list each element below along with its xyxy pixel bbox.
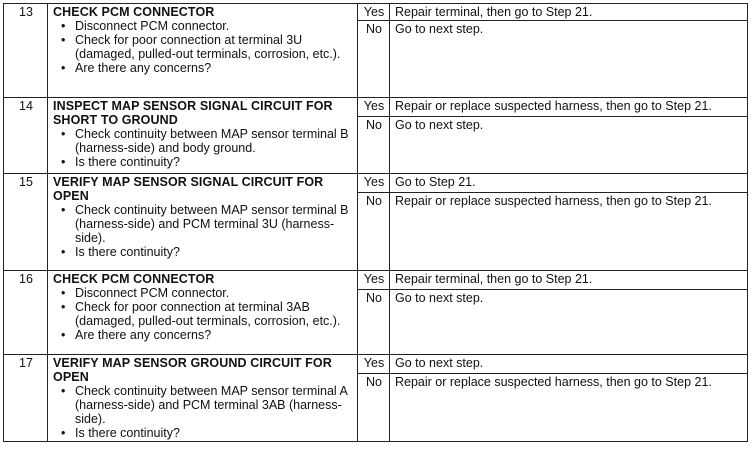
outcome-action: Go to next step. [390,117,748,174]
step-number: 15 [4,174,48,271]
step-checklist [53,384,353,440]
outcome-answer: Yes [358,174,390,193]
step-row [4,355,748,374]
step-checklist [53,286,353,342]
outcome-action: Repair terminal, then go to Step 21. [390,271,748,290]
outcome-action: Repair terminal, then go to Step 21. [390,4,748,21]
outcome-action: Go to next step. [390,355,748,374]
step-number: 14 [4,98,48,174]
outcome-answer: Yes [358,98,390,117]
check-item: • Disconnect PCM connector. [75,19,353,33]
step-title: VERIFY MAP SENSOR SIGNAL CIRCUIT FOR OPEN [53,175,324,203]
check-item: • Are there any concerns? [75,61,353,75]
diagnostic-steps-table [3,3,748,442]
diagnostic-steps-body [4,4,748,442]
outcome-action: Go to Step 21. [390,174,748,193]
check-item: • Check for poor connection at terminal 3AB (damaged, pulled-out terminals, corrosion, etc.). [75,300,353,328]
step-number: 13 [4,4,48,98]
outcome-answer: No [358,290,390,355]
outcome-answer: No [358,117,390,174]
outcome-answer: Yes [358,355,390,374]
outcome-answer: No [358,374,390,442]
step-row [4,98,748,117]
step-title: CHECK PCM CONNECTOR [53,5,215,19]
check-item: • Check continuity between MAP sensor terminal A (harness-side) and PCM terminal 3AB (harness-side). [75,384,353,426]
step-title: INSPECT MAP SENSOR SIGNAL CIRCUIT FOR SHORT TO GROUND [53,99,333,127]
step-checklist [53,19,353,75]
step-number: 16 [4,271,48,355]
check-item: • Is there continuity? [75,155,353,169]
step-checklist [53,203,353,259]
outcome-answer: No [358,193,390,271]
check-item: • Is there continuity? [75,426,353,440]
step-row [4,271,748,290]
step-row [4,174,748,193]
outcome-action: Go to next step. [390,21,748,98]
check-item: • Check continuity between MAP sensor terminal B (harness-side) and body ground. [75,127,353,155]
step-row [4,4,748,21]
check-item: • Disconnect PCM connector. [75,286,353,300]
outcome-answer: Yes [358,271,390,290]
step-instructions [48,271,358,355]
step-instructions [48,4,358,98]
step-instructions [48,355,358,442]
step-title: VERIFY MAP SENSOR GROUND CIRCUIT FOR OPEN [53,356,332,384]
outcome-action: Repair or replace suspected harness, then go to Step 21. [390,193,748,271]
step-instructions [48,174,358,271]
check-item: • Are there any concerns? [75,328,353,342]
outcome-action: Repair or replace suspected harness, then go to Step 21. [390,98,748,117]
step-number: 17 [4,355,48,442]
outcome-answer: Yes [358,4,390,21]
check-item: • Check continuity between MAP sensor terminal B (harness-side) and PCM terminal 3U (harness-side). [75,203,353,245]
step-title: CHECK PCM CONNECTOR [53,272,215,286]
step-checklist [53,127,353,169]
step-instructions [48,98,358,174]
check-item: • Check for poor connection at terminal 3U (damaged, pulled-out terminals, corrosion, etc.). [75,33,353,61]
check-item: • Is there continuity? [75,245,353,259]
outcome-action: Repair or replace suspected harness, then go to Step 21. [390,374,748,442]
outcome-answer: No [358,21,390,98]
outcome-action: Go to next step. [390,290,748,355]
